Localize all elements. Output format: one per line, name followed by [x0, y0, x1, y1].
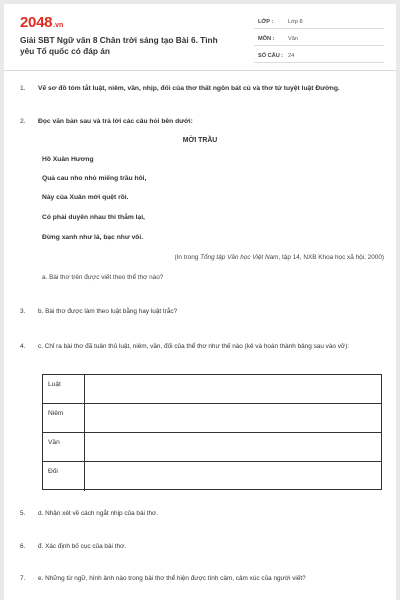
table-cell [86, 433, 381, 461]
table-row-header: Đối [43, 462, 85, 491]
question-number: 6. [20, 543, 26, 550]
citation-suffix: , tập 14, NXB Khoa học xã hội, 2000) [278, 254, 384, 261]
table-row [43, 375, 381, 404]
logo-main-text: 2048 [20, 14, 53, 31]
question-number: 4. [20, 343, 26, 350]
document-page [4, 4, 396, 600]
meta-row-question-count [254, 50, 384, 63]
poem-line: Này của Xuân mới quệt rồi. [42, 194, 129, 201]
logo-domain-text: .vn [53, 22, 64, 29]
meta-label: LỚP : [258, 19, 274, 25]
meta-value: Văn [288, 36, 298, 42]
meta-label: MÔN : [258, 36, 275, 42]
meta-info-panel [254, 16, 384, 67]
table-cell [86, 404, 381, 432]
meta-value: 24 [288, 53, 295, 59]
table-row-header: Niêm [43, 404, 85, 432]
question-number: 2. [20, 118, 26, 125]
question-number: 7. [20, 575, 26, 582]
question-text: d. Nhận xét về cách ngắt nhịp của bài thơ. [38, 510, 159, 517]
question-text: e. Những từ ngữ, hình ảnh nào trong bài thơ thể hiện được tình cảm, cảm xúc của người viết? [38, 575, 306, 582]
document-header [4, 4, 396, 70]
meta-value: Lớp 8 [288, 19, 303, 25]
poem-title: MỜI TRẦU [182, 137, 218, 144]
meta-label: SỐ CÂU : [258, 53, 284, 59]
question-number: 3. [20, 308, 26, 315]
meta-row-class [254, 16, 384, 29]
poem-line: Quả cau nho nhỏ miếng trầu hôi, [42, 175, 147, 182]
question-text: c. Chỉ ra bài thơ đã tuân thủ luật, niêm, vần, đối của thể thơ như thế nào (kẻ và hoàn thành bảng sau vào vở): [38, 343, 350, 350]
question-text: Đọc văn bản sau và trả lời các câu hỏi bên dưới: [38, 118, 193, 125]
question-number: 1. [20, 85, 26, 92]
poem-line: Có phải duyên nhau thì thắm lại, [42, 214, 145, 221]
question-text: đ. Xác định bố cục của bài thơ. [38, 543, 127, 550]
poem-author: Hồ Xuân Hương [42, 156, 94, 163]
table-row-header: Vần [43, 433, 85, 461]
table-cell [86, 462, 381, 491]
site-logo[interactable] [20, 14, 63, 32]
question-number: 5. [20, 510, 26, 517]
document-title: Giải SBT Ngữ văn 8 Chân trời sáng tạo Bài 6. Tình yêu Tổ quốc có đáp án [20, 35, 218, 56]
header-divider [4, 70, 396, 71]
table-row [43, 462, 381, 491]
citation-prefix: (In trong [174, 254, 201, 261]
table-row-header: Luật [43, 375, 85, 403]
table-cell [86, 375, 381, 403]
question-text: Vẽ sơ đồ tóm tắt luật, niêm, vần, nhịp, đối của thơ thất ngôn bát cú và thơ tứ tuyệt luật Đường. [38, 85, 340, 92]
table-row [43, 433, 381, 462]
table-row [43, 404, 381, 433]
poem-sub-question: a. Bài thơ trên được viết theo thể thơ nào? [42, 274, 164, 281]
meta-row-subject [254, 33, 384, 46]
citation-book-title: Tổng tập Văn học Việt Nam [200, 254, 279, 261]
poem-line: Đừng xanh như lá, bạc như vôi. [42, 234, 144, 241]
question-text: b. Bài thơ được làm theo luật bằng hay luật trắc? [38, 308, 178, 315]
rules-table [42, 374, 382, 490]
poem-citation [122, 254, 384, 261]
